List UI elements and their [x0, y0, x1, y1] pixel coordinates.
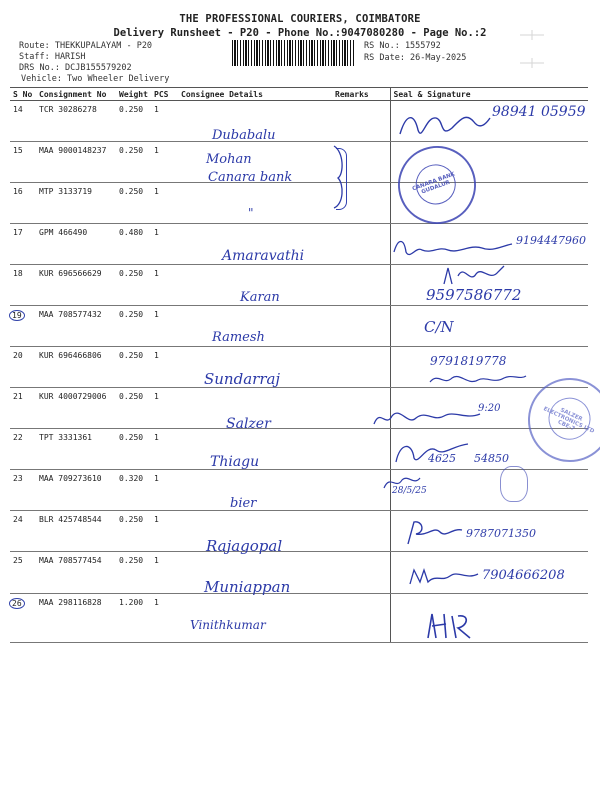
cell-sno: 20: [10, 347, 36, 388]
cell-remarks: [332, 101, 390, 142]
cell-weight: 0.320: [116, 470, 151, 511]
col-remarks: Remarks: [332, 88, 390, 101]
handwritten-signature: 28/5/25: [392, 486, 427, 496]
cell-remarks: [332, 429, 390, 470]
cell-pcs: 1: [151, 594, 178, 643]
handwritten-name: Sundarraj: [204, 370, 281, 388]
table-row: [10, 388, 588, 429]
cell-sno: 21: [10, 388, 36, 429]
cell-weight: 0.250: [116, 511, 151, 552]
signature-scribble: [404, 518, 464, 548]
cell-weight: 0.250: [116, 388, 151, 429]
cell-consignment: MAA 709273610: [36, 470, 116, 511]
signature-scribble: [392, 232, 514, 262]
cell-pcs: 1: [151, 511, 178, 552]
cell-consignment: TPT 3331361: [36, 429, 116, 470]
cell-pcs: 1: [151, 183, 178, 224]
cell-weight: 0.250: [116, 142, 151, 183]
handwritten-name: Thiagu: [210, 454, 260, 470]
cell-weight: 0.480: [116, 224, 151, 265]
cell-consignment: MAA 708577432: [36, 306, 116, 347]
handwritten-name: Salzer: [226, 416, 271, 432]
handwritten-name: Vinithkumar: [190, 618, 266, 632]
handwritten-signature: 54850: [474, 452, 509, 465]
cell-weight: 0.250: [116, 101, 151, 142]
route-label: Route: THEKKUPALAYAM - P20: [19, 41, 153, 51]
handwritten-name: Muniappan: [204, 578, 291, 596]
col-consignment: Consignment No: [36, 88, 116, 101]
signature-scribble: [396, 104, 492, 148]
handwritten-signature: 98941 05959: [492, 104, 586, 120]
cell-consignment: GPM 466490: [36, 224, 116, 265]
handwritten-signature: 9791819778: [430, 354, 507, 368]
company-title: THE PROFESSIONAL COURIERS, COIMBATORE: [179, 13, 421, 25]
cell-remarks: [332, 306, 390, 347]
table-row: [10, 183, 588, 224]
cell-pcs: 1: [151, 142, 178, 183]
circled-sno: 19: [9, 310, 25, 321]
drs-label: DRS No.: DCJB155579202: [19, 63, 132, 73]
circled-sno: 26: [9, 598, 25, 609]
handwritten-name: bier: [230, 496, 257, 511]
col-weight: Weight: [116, 88, 151, 101]
handwritten-name: Ramesh: [212, 330, 265, 345]
stamp-text: CANARA BANK GUDALUR: [411, 171, 456, 196]
barcode-image: [232, 40, 354, 66]
signature-scribble: [440, 262, 520, 288]
handwritten-signature: 9787071350: [466, 527, 536, 540]
handwritten-signature: 9:20: [478, 403, 501, 414]
cell-pcs: 1: [151, 265, 178, 306]
cell-consignment: TCR 30286278: [36, 101, 116, 142]
cell-sno: 18: [10, 265, 36, 306]
cell-signature: [390, 594, 588, 643]
cell-remarks: [332, 347, 390, 388]
cell-sno: 14: [10, 101, 36, 142]
col-sno: S No: [10, 88, 36, 101]
handwritten-signature: C/N: [424, 318, 454, 336]
cell-consignment: MAA 298116828: [36, 594, 116, 643]
cell-sno: [10, 306, 36, 347]
cell-pcs: 1: [151, 347, 178, 388]
cell-remarks: [332, 265, 390, 306]
cell-pcs: 1: [151, 101, 178, 142]
handwritten-name: Karan: [240, 290, 280, 305]
cell-remarks: [332, 552, 390, 594]
scan-mark-icon: [520, 30, 544, 40]
cell-consignee: [178, 183, 332, 224]
table-row: [10, 142, 588, 183]
signature-scribble: [408, 566, 480, 588]
vehicle-label: Vehicle: Two Wheeler Delivery: [21, 74, 170, 84]
handwritten-signature: 9194447960: [516, 234, 586, 247]
cell-signature: [390, 306, 588, 347]
stamp-text: SALZER ELECTRONICS LTD CBE-7: [542, 406, 595, 435]
cell-consignment: MAA 708577454: [36, 552, 116, 594]
signature-scribble: [428, 368, 528, 390]
cell-consignment: KUR 4000729006: [36, 388, 116, 429]
cell-pcs: 1: [151, 470, 178, 511]
cell-pcs: 1: [151, 552, 178, 594]
runsheet-subtitle: Delivery Runsheet - P20 - Phone No.:9047080280 - Page No.:2: [113, 27, 487, 39]
cell-sno: 24: [10, 511, 36, 552]
cell-pcs: 1: [151, 224, 178, 265]
cell-pcs: 1: [151, 429, 178, 470]
table-header-row: [10, 88, 588, 101]
small-seal-stamp: [500, 466, 528, 502]
cell-consignment: KUR 696466806: [36, 347, 116, 388]
cell-sno: [10, 594, 36, 643]
cell-consignment: MAA 9000148237: [36, 142, 116, 183]
handwritten-signature: 4625: [428, 452, 456, 465]
signature-scribble: [424, 610, 484, 640]
cell-weight: 1.200: [116, 594, 151, 643]
cell-remarks: [332, 594, 390, 643]
handwritten-name: Mohan: [206, 152, 252, 167]
cell-weight: 0.250: [116, 265, 151, 306]
cell-pcs: 1: [151, 388, 178, 429]
cell-pcs: 1: [151, 306, 178, 347]
table-row: [10, 306, 588, 347]
handwritten-name: Rajagopal: [206, 537, 283, 555]
handwritten-name: Dubabalu: [212, 128, 276, 143]
cell-remarks: [332, 224, 390, 265]
cell-weight: 0.250: [116, 429, 151, 470]
handwritten-name: Canara bank: [208, 170, 293, 185]
cell-sno: 23: [10, 470, 36, 511]
col-pcs: PCS: [151, 88, 178, 101]
cell-weight: 0.250: [116, 306, 151, 347]
staff-label: Staff: HARISH: [19, 52, 86, 62]
cell-weight: 0.250: [116, 347, 151, 388]
handwritten-signature: 9597586772: [426, 286, 522, 304]
handwritten-signature: 7904666208: [482, 568, 565, 583]
handwritten-name: Amaravathi: [222, 248, 305, 264]
col-signature: Seal & Signature: [390, 88, 588, 101]
rs-date-label: RS Date: 26-May-2025: [364, 53, 467, 63]
cell-remarks: [332, 511, 390, 552]
signature-scribble: [372, 404, 482, 434]
cell-consignment: KUR 696566629: [36, 265, 116, 306]
cell-sno: 17: [10, 224, 36, 265]
cell-sno: 15: [10, 142, 36, 183]
cell-consignment: BLR 425748544: [36, 511, 116, 552]
cell-weight: 0.250: [116, 183, 151, 224]
col-consignee: Consignee Details: [178, 88, 332, 101]
scan-mark-icon: [520, 58, 544, 68]
signature-scribble: [392, 436, 472, 466]
table-row: [10, 594, 588, 643]
cell-consignment: MTP 3133719: [36, 183, 116, 224]
rs-no-label: RS No.: 1555792: [364, 41, 441, 51]
cell-sno: 22: [10, 429, 36, 470]
cell-sno: 16: [10, 183, 36, 224]
cell-weight: 0.250: [116, 552, 151, 594]
handwritten-name: ": [248, 206, 254, 220]
signature-scribble: [382, 472, 422, 492]
cell-sno: 25: [10, 552, 36, 594]
handwritten-bracket-stroke: [332, 144, 346, 210]
